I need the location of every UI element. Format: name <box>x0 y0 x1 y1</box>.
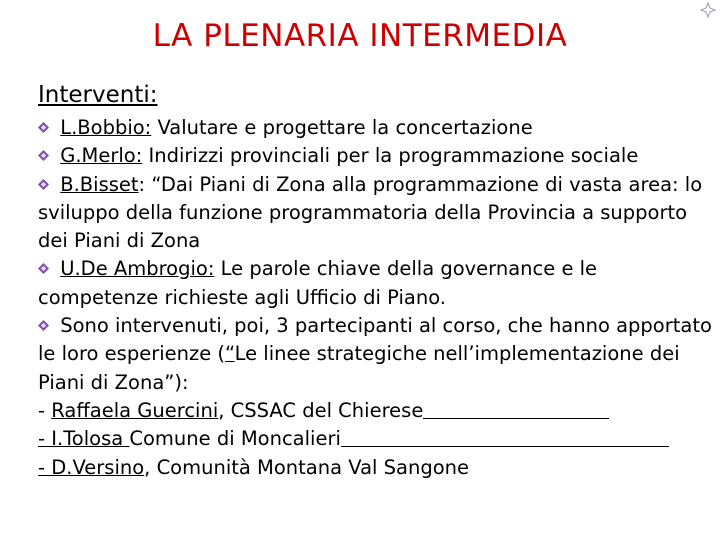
fill-line <box>423 400 609 419</box>
speaker-topic: Le parole chiave della governance e le competenze richieste agli Ufficio di Piano. <box>38 257 598 309</box>
diamond-bullet-icon <box>38 263 49 274</box>
speaker-topic: Indirizzi provinciali per la programmazione sociale <box>142 144 639 168</box>
list-item <box>38 142 720 170</box>
participant-dash: - <box>38 455 52 479</box>
participant-row <box>38 425 720 453</box>
list-item <box>38 312 720 397</box>
speaker-name: U.De Ambrogio: <box>60 257 215 281</box>
participants-intro: Sono intervenuti, poi, 3 partecipanti al corso, che hanno apportato le loro esperienze ( <box>38 314 712 366</box>
participant-affiliation: Comune di Moncalieri <box>129 427 341 451</box>
participant-dash: - <box>38 427 52 451</box>
participant-row <box>38 454 720 482</box>
opening-quote: “ <box>225 342 235 366</box>
speaker-topic: : “Dai Piani di Zona alla programmazione di vasta area: lo sviluppo della funzione programmatoria della Provincia a supporto dei Piani di Zona <box>38 172 703 253</box>
speaker-topic: Valutare e progettare la concertazione <box>151 116 533 139</box>
content-body <box>38 114 720 482</box>
participant-affiliation: , Comunità Montana Val Sangone <box>144 455 469 479</box>
diamond-bullet-icon <box>38 179 49 190</box>
participant-affiliation: , CSSAC del Chierese <box>218 398 424 422</box>
diamond-bullet-icon <box>38 150 49 161</box>
list-item <box>38 171 720 256</box>
participant-dash: - <box>38 398 52 422</box>
corner-star-icon <box>700 2 716 18</box>
list-item <box>38 255 720 312</box>
speaker-name: L.Bobbio: <box>60 116 152 139</box>
fill-line <box>341 428 669 447</box>
speaker-name: G.Merlo: <box>60 144 143 168</box>
participant-name: Raffaela Guercini <box>51 398 219 422</box>
participant-name: D.Versino <box>51 455 145 479</box>
section-heading: Interventi: <box>38 82 158 108</box>
participant-name: I.Tolosa <box>51 427 130 451</box>
speaker-name: B.Bisset <box>60 172 139 196</box>
talk-title: Le linee strategiche nell’implementazione dei Piani di Zona”): <box>38 342 680 394</box>
diamond-bullet-icon <box>38 320 49 331</box>
page-title: LA PLENARIA INTERMEDIA <box>152 18 568 54</box>
list-item <box>38 114 720 142</box>
diamond-bullet-icon <box>38 122 49 133</box>
participant-row <box>38 397 720 425</box>
